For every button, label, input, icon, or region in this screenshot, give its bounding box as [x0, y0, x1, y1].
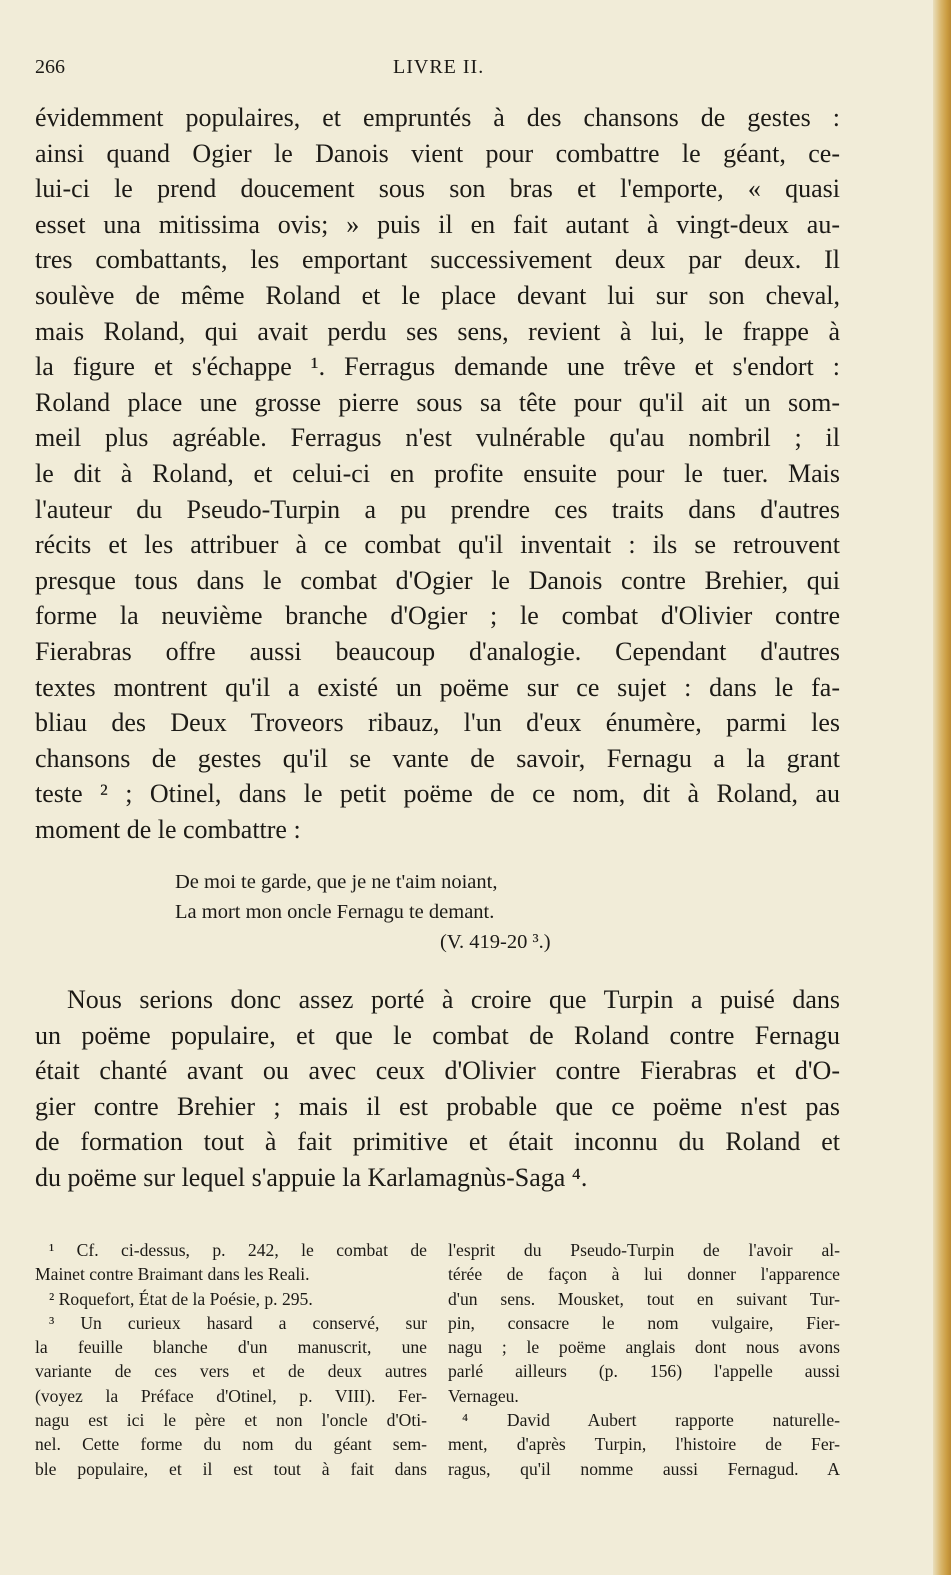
- text-line: Nous serions donc assez porté à croire que Turpin a puisé dans: [67, 985, 840, 1014]
- text-line: forme la neuvième branche d'Ogier ; le combat d'Olivier contre: [35, 601, 840, 631]
- verse-reference: (V. 419-20 ³.): [440, 931, 551, 953]
- text-line: presque tous dans le combat d'Ogier le Danois contre Brehier, qui: [35, 565, 840, 595]
- text-line: la figure et s'échappe ¹. Ferragus demande une trêve et s'endort :: [35, 352, 840, 382]
- footnote-line: ¹ Cf. ci-dessus, p. 242, le combat de: [49, 1240, 427, 1260]
- text-line: était chanté avant ou avec ceux d'Olivier contre Fierabras et d'O-: [35, 1056, 840, 1086]
- footnote-line: ⁴ David Aubert rapporte naturelle-: [462, 1410, 840, 1431]
- text-line: du poëme sur lequel s'appuie la Karlamagnùs-Saga ⁴.: [35, 1162, 588, 1192]
- footnote-line: nagu est ici le père et non l'oncle d'Oti-: [35, 1410, 427, 1431]
- text-line: gier contre Brehier ; mais il est probable que ce poëme n'est pas: [35, 1091, 840, 1121]
- footnote-line: nel. Cette forme du nom du géant sem-: [35, 1434, 427, 1455]
- paragraph-1: [35, 100, 840, 847]
- text-line: un poëme populaire, et que le combat de Roland contre Fernagu: [35, 1020, 840, 1050]
- text-line: Fierabras offre aussi beaucoup d'analogie. Cependant d'autres: [35, 636, 840, 666]
- footnote-line: ragus, qu'il nomme aussi Fernagud. A: [448, 1458, 840, 1479]
- text-line: soulève de même Roland et le place devant lui sur son cheval,: [35, 280, 840, 310]
- verse-line: La mort mon oncle Fernagu te demant.: [175, 901, 495, 923]
- text-line: Roland place une grosse pierre sous sa tête pour qu'il ait un som-: [35, 387, 840, 417]
- footnote-line: pin, consacre le nom vulgaire, Fier-: [448, 1312, 840, 1333]
- footnote-line: la feuille blanche d'un manuscrit, une: [35, 1337, 427, 1358]
- running-title: LIVRE II.: [393, 56, 485, 78]
- footnote-line: parlé ailleurs (p. 156) l'appelle aussi: [448, 1361, 840, 1382]
- verse-quotation: [175, 867, 645, 957]
- text-line: teste ² ; Otinel, dans le petit poëme de ce nom, dit à Roland, au: [35, 779, 840, 809]
- footnote-line: l'esprit du Pseudo-Turpin de l'avoir al-: [448, 1240, 840, 1260]
- text-line: esset una mitissima ovis; » puis il en fait autant à vingt-deux au-: [35, 209, 840, 239]
- footnote-line: Mainet contre Braimant dans les Reali.: [35, 1264, 310, 1285]
- footnotes: [35, 1238, 840, 1488]
- footnote-line: térée de façon à lui donner l'apparence: [448, 1264, 840, 1285]
- footnotes-right-column: [448, 1238, 840, 1481]
- footnote-line: ble populaire, et il est tout à fait dans: [35, 1458, 427, 1479]
- paragraph-2: [35, 982, 840, 1196]
- text-line: le dit à Roland, et celui-ci en profite ensuite pour le tuer. Mais: [35, 458, 840, 488]
- text-line: chansons de gestes qu'il se vante de savoir, Fernagu a la grant: [35, 743, 840, 773]
- footnote-line: (voyez la Préface d'Otinel, p. VIII). Fer-: [35, 1385, 427, 1406]
- text-line: ainsi quand Ogier le Danois vient pour combattre le géant, ce-: [35, 138, 840, 168]
- text-line: l'auteur du Pseudo-Turpin a pu prendre ces traits dans d'autres: [35, 494, 840, 524]
- footnotes-left-column: [35, 1238, 427, 1481]
- text-line: de formation tout à fait primitive et était inconnu du Roland et: [35, 1127, 840, 1157]
- footnote-line: ³ Un curieux hasard a conservé, sur: [49, 1312, 427, 1333]
- text-line: bliau des Deux Troveors ribauz, l'un d'eux énumère, parmi les: [35, 708, 840, 738]
- page-number: 266: [35, 56, 65, 78]
- footnote-line: ² Roquefort, État de la Poésie, p. 295.: [49, 1288, 313, 1309]
- text-line: textes montrent qu'il a existé un poëme sur ce sujet : dans le fa-: [35, 672, 840, 702]
- text-line: meil plus agréable. Ferragus n'est vulnérable qu'au nombril ; il: [35, 423, 840, 453]
- text-line: récits et les attribuer à ce combat qu'il inventait : ils se retrouvent: [35, 530, 840, 560]
- text-line: évidemment populaires, et empruntés à des chansons de gestes :: [35, 103, 840, 132]
- text-line: tres combattants, les emportant successivement deux par deux. Il: [35, 245, 840, 275]
- footnote-line: ment, d'après Turpin, l'histoire de Fer-: [448, 1434, 840, 1455]
- verse-line: De moi te garde, que je ne t'aim noiant,: [175, 871, 498, 893]
- page-edge: [933, 0, 951, 1575]
- text-line: mais Roland, qui avait perdu ses sens, revient à lui, le frappe à: [35, 316, 840, 346]
- text-line: lui-ci le prend doucement sous son bras et l'emporte, « quasi: [35, 174, 840, 204]
- footnote-line: nagu ; le poëme anglais dont nous avons: [448, 1337, 840, 1358]
- footnote-line: variante de ces vers et de deux autres: [35, 1361, 427, 1382]
- footnote-line: Vernageu.: [448, 1385, 519, 1406]
- text-line: moment de le combattre :: [35, 814, 301, 844]
- page-header: [35, 56, 835, 86]
- footnote-line: d'un sens. Mousket, tout en suivant Tur-: [448, 1288, 840, 1309]
